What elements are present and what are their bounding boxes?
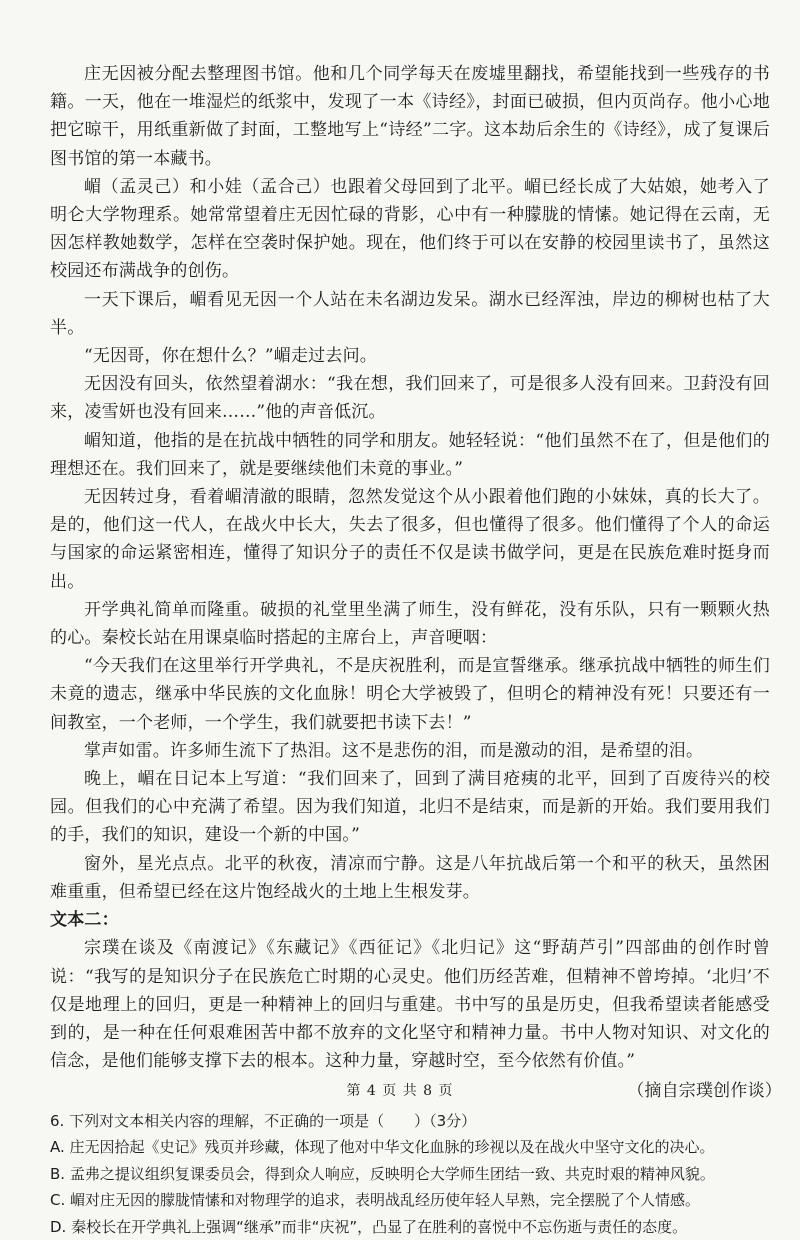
option-d[interactable]: D. 秦校长在开学典礼上强调“继承”而非“庆祝”，凸显了在胜利的喜悦中不忘伤逝与责任的态度。 — [50, 1217, 688, 1236]
option-a[interactable]: A. 庄无因拾起《史记》残页并珍藏，体现了他对中华文化血脉的珍视以及在战火中坚守文化的决心。 — [50, 1138, 715, 1157]
paragraph: 宗璞在谈及《南渡记》《东藏记》《西征记》《北归记》这“野葫芦引”四部曲的创作时曾说：“我写的是知识分子在民族危亡时期的心灵史。他们历经苦难，但精神不曾垮掉。‘北归’不仅是地理上的回归，更是一种精神上的回归与重建。书中写的虽是历史，但我希望读者能感受到的，是一种在任何艰难困苦中都不放弃的文化坚守和精神力量。书中人物对知识、对文化的信念，是他们能够支撑下去的根本。这种力量，穿越时空，至今依然有价值。” — [50, 938, 770, 1072]
paragraph: 无因转过身，看着嵋清澈的眼睛，忽然发觉这个从小跟着他们跑的小妹妹，真的长大了。是的，他们这一代人，在战火中长大，失去了很多，但也懂得了很多。他们懂得了个人的命运与国家的命运紧密相连，懂得了知识分子的责任不仅是读书做学问，更是在民族危难时挺身而出。 — [50, 487, 770, 592]
paragraph: 窗外，星光点点。北平的秋夜，清凉而宁静。这是八年抗战后第一个和平的秋天，虽然困难重重，但希望已经在这片饱经战火的土地上生根发芽。 — [50, 853, 770, 902]
option-c[interactable]: C. 嵋对庄无因的朦胧情愫和对物理学的追求，表明战乱经历使年轻人早熟，完全摆脱了个人情感。 — [50, 1191, 701, 1210]
text-one — [50, 60, 770, 906]
paragraph: 一天下课后，嵋看见无因一个人站在未名湖边发呆。湖水已经浑浊，岸边的柳树也枯了大半。 — [50, 289, 770, 338]
paragraph: 嵋（孟灵己）和小娃（孟合己）也跟着父母回到了北平。嵋已经长成了大姑娘，她考入了明仑大学物理系。她常常望着庄无因忙碌的背影，心中有一种朦胧的情愫。她记得在云南，无因怎样教她数学，怎样在空袭时保护她。现在，他们终于可以在安静的校园里读书了，虽然这校园还布满战争的创伤。 — [50, 176, 770, 282]
text-two — [50, 906, 782, 1105]
exam-page — [50, 60, 782, 1240]
paragraph: 掌声如雷。许多师生流下了热泪。这不是悲伤的泪，而是激动的泪，是希望的泪。 — [84, 740, 704, 761]
paragraph: “无因哥，你在想什么？”嵋走过去问。 — [84, 346, 377, 367]
page-number: 第 4 页 共 8 页 — [346, 1083, 454, 1099]
paragraph: 晚上，嵋在日记本上写道：“我们回来了，回到了满目疮痍的北平，回到了百废待兴的校园。但我们的心中充满了希望。因为我们知道，北归不是结束，而是新的开始。我们要用我们的手，我们的知识，建设一个新的中国。” — [50, 769, 770, 846]
source-citation: （摘自宗璞创作谈） — [627, 1081, 782, 1102]
question-stem: 6. 下列对文本相关内容的理解，不正确的一项是（ ）（3分） — [50, 1111, 477, 1130]
option-b[interactable]: B. 孟弗之提议组织复课委员会，得到众人响应，反映明仑大学师生团结一致、共克时艰的精神风貌。 — [50, 1164, 715, 1183]
paragraph: 开学典礼简单而隆重。破损的礼堂里坐满了师生，没有鲜花，没有乐队，只有一颗颗火热的心。秦校长站在用课桌临时搭起的主席台上，声音哽咽： — [50, 599, 770, 649]
question-block — [50, 1108, 770, 1240]
paragraph: “今天我们在这里举行开学典礼，不是庆祝胜利，而是宣誓继承。继承抗战中牺牲的师生们未竟的遗志，继承中华民族的文化血脉！明仑大学被毁了，但明仑的精神没有死！只要还有一间教室，一个老师，一个学生，我们就要把书读下去！” — [50, 656, 770, 733]
section-heading: 文本二： — [50, 910, 119, 931]
paragraph: 嵋知道，他指的是在抗战中牺牲的同学和朋友。她轻轻说：“他们虽然不在了，但是他们的理想还在。我们回来了，就是要继续他们未竟的事业。” — [50, 430, 770, 479]
paragraph: 无因没有回头，依然望着湖水：“我在想，我们回来了，可是很多人没有回来。卫葑没有回来，凌雪妍也没有回来……”他的声音低沉。 — [50, 374, 770, 423]
paragraph: 庄无因被分配去整理图书馆。他和几个同学每天在废墟里翻找，希望能找到一些残存的书籍。一天，他在一堆湿烂的纸浆中，发现了一本《诗经》，封面已破损，但内页尚存。他小心地把它晾干，用纸重新做了封面，工整地写上“诗经”二字。这本劫后余生的《诗经》，成了复课后图书馆的第一本藏书。 — [50, 64, 770, 169]
